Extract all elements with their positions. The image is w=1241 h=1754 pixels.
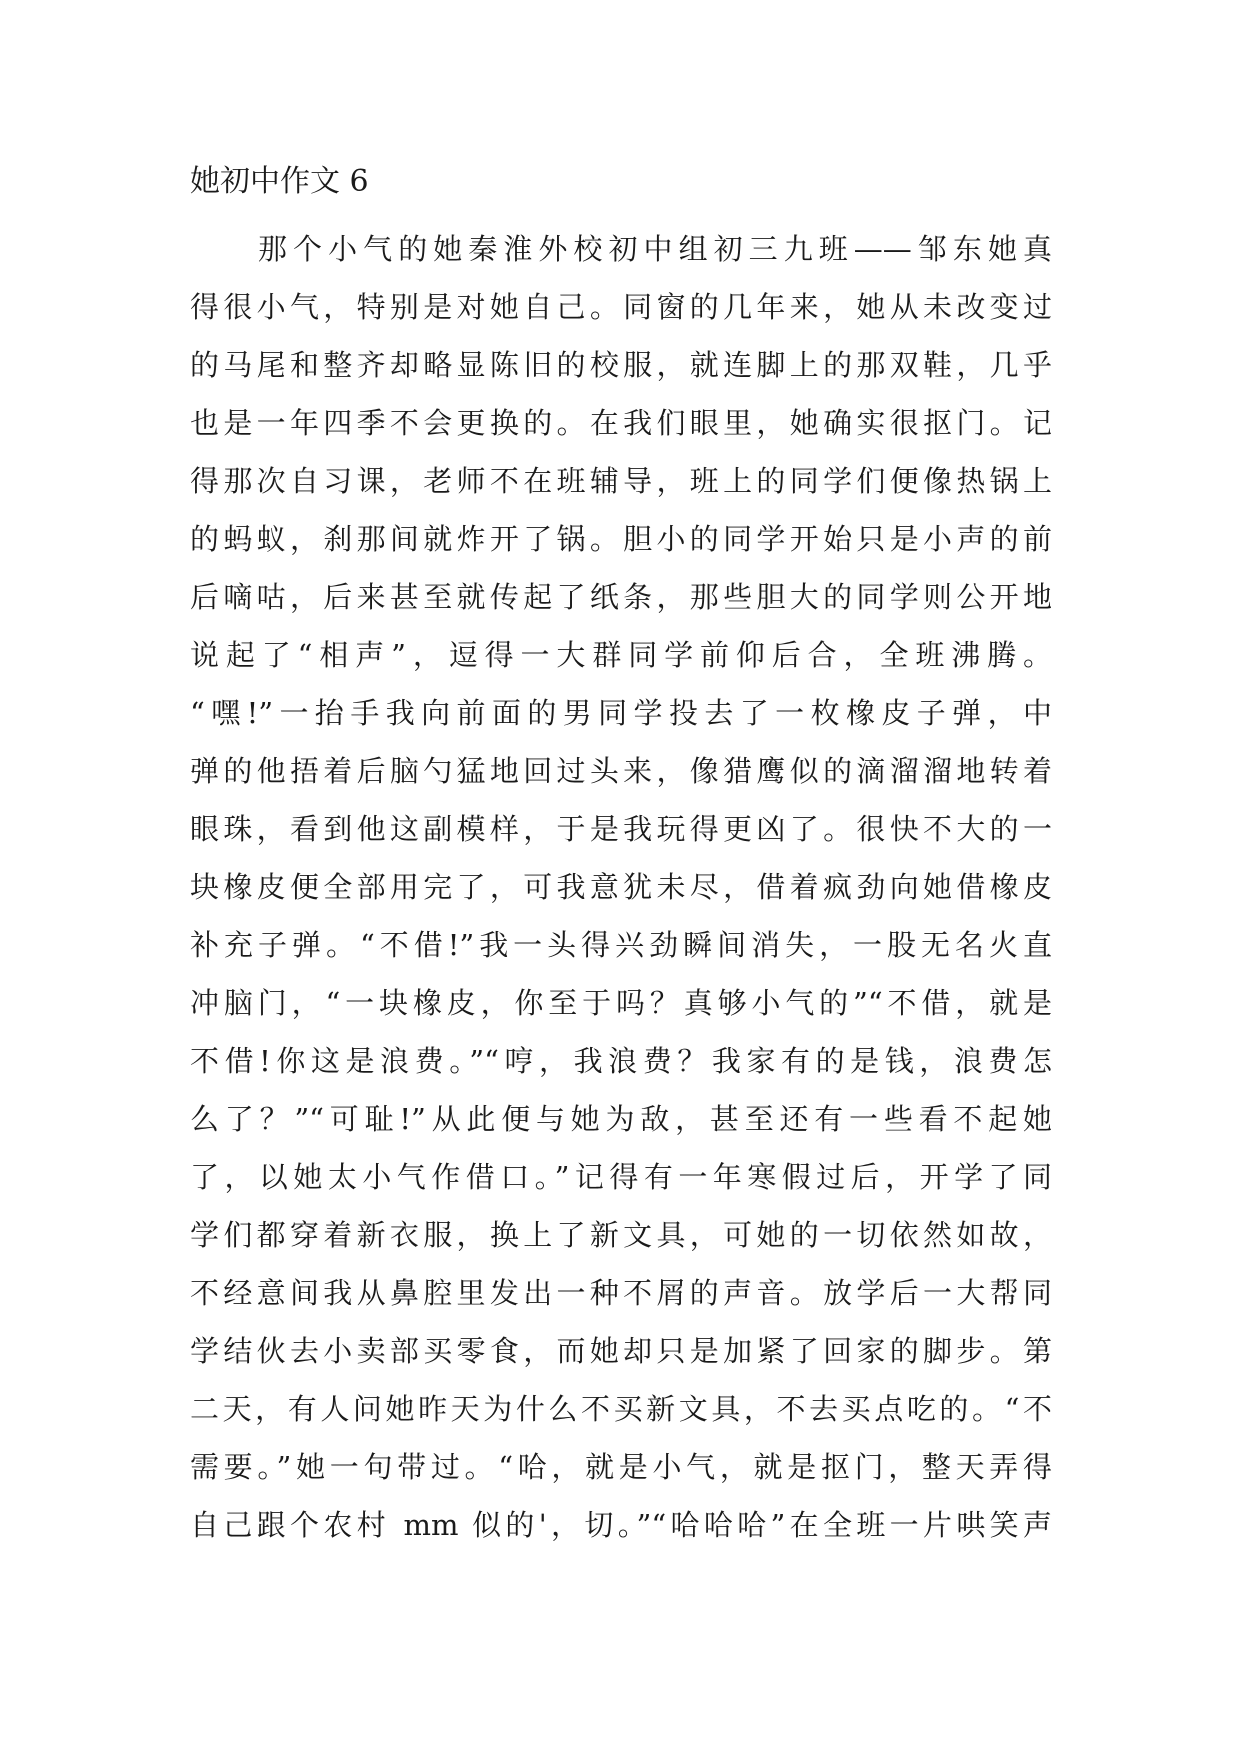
essay-line: 后嘀咕，后来甚至就传起了纸条，那些胆大的同学则公开地: [190, 580, 1052, 614]
essay-line: 冲脑门，“一块橡皮，你至于吗？真够小气的”“不借，就是: [190, 986, 1052, 1020]
essay-line: 需要。”她一句带过。“哈，就是小气，就是抠门，整天弄得: [190, 1450, 1052, 1484]
essay-line: 二天，有人问她昨天为什么不买新文具，不去买点吃的。“不: [190, 1392, 1052, 1426]
essay-line: 学们都穿着新衣服，换上了新文具，可她的一切依然如故，: [190, 1218, 1052, 1252]
essay-line: 块橡皮便全部用完了，可我意犹未尽，借着疯劲向她借橡皮: [190, 870, 1052, 904]
essay-line: 自己跟个农村 mm 似的'，切。”“哈哈哈”在全班一片哄笑声: [190, 1508, 1052, 1542]
essay-line: 也是一年四季不会更换的。在我们眼里，她确实很抠门。记: [190, 406, 1052, 440]
essay-line: 的马尾和整齐却略显陈旧的校服，就连脚上的那双鞋，几乎: [190, 348, 1052, 382]
essay-line: 了，以她太小气作借口。”记得有一年寒假过后，开学了同: [190, 1160, 1052, 1194]
essay-line: 么了？”“可耻!”从此便与她为敌，甚至还有一些看不起她: [190, 1102, 1052, 1136]
essay-line: 那个小气的她秦淮外校初中组初三九班——邹东她真: [258, 232, 1052, 266]
essay-line: 眼珠，看到他这副模样，于是我玩得更凶了。很快不大的一: [190, 812, 1052, 846]
essay-line: 得那次自习课，老师不在班辅导，班上的同学们便像热锅上: [190, 464, 1052, 498]
essay-line: 补充子弹。“不借!”我一头得兴劲瞬间消失，一股无名火直: [190, 928, 1052, 962]
essay-line: 学结伙去小卖部买零食，而她却只是加紧了回家的脚步。第: [190, 1334, 1052, 1368]
essay-line: 的蚂蚁，刹那间就炸开了锅。胆小的同学开始只是小声的前: [190, 522, 1052, 556]
essay-line: 不借!你这是浪费。”“哼，我浪费？我家有的是钱，浪费怎: [190, 1044, 1052, 1078]
essay-line: “嘿!”一抬手我向前面的男同学投去了一枚橡皮子弹，中: [190, 696, 1052, 730]
document-title: 她初中作文 6: [190, 164, 369, 199]
essay-body: [190, 220, 1052, 1554]
essay-line: 弹的他捂着后脑勺猛地回过头来，像猎鹰似的滴溜溜地转着: [190, 754, 1052, 788]
essay-line: 得很小气，特别是对她自己。同窗的几年来，她从未改变过: [190, 290, 1052, 324]
essay-line: 不经意间我从鼻腔里发出一种不屑的声音。放学后一大帮同: [190, 1276, 1052, 1310]
essay-line: 说起了“相声”，逗得一大群同学前仰后合，全班沸腾。: [190, 638, 1052, 672]
